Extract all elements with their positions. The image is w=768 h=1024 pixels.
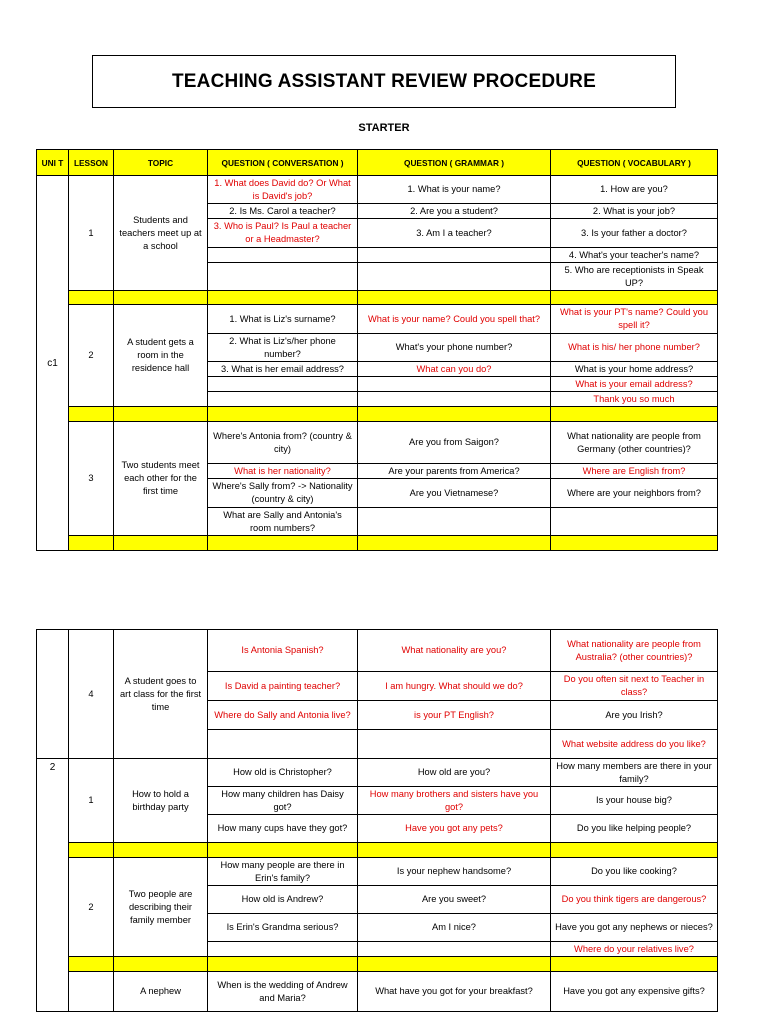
grammar-question xyxy=(358,248,551,263)
conversation-question xyxy=(208,942,358,957)
conversation-question: 3. What is her email address? xyxy=(208,362,358,377)
grammar-question: What can you do? xyxy=(358,362,551,377)
conversation-question: Is Antonia Spanish? xyxy=(208,630,358,672)
grammar-question: What's your phone number? xyxy=(358,334,551,362)
conversation-question: 1. What does David do? Or What is David's job? xyxy=(208,176,358,204)
conversation-question: When is the wedding of Andrew and Maria? xyxy=(208,972,358,1012)
header-grammar: QUESTION ( GRAMMAR ) xyxy=(358,150,551,176)
vocabulary-question: 4. What's your teacher's name? xyxy=(551,248,718,263)
conversation-question: How many people are there in Erin's family? xyxy=(208,858,358,886)
vocabulary-question: What nationality are people from Germany (other countries)? xyxy=(551,422,718,464)
separator-row xyxy=(37,291,718,305)
lesson-number: 1 xyxy=(69,759,114,843)
lesson-number: 1 xyxy=(69,176,114,291)
unit-cell: c1 xyxy=(37,176,69,551)
grammar-question: 1. What is your name? xyxy=(358,176,551,204)
grammar-question: is your PT English? xyxy=(358,701,551,730)
header-lesson: LESSON xyxy=(69,150,114,176)
vocabulary-question: What nationality are people from Australia? (other countries)? xyxy=(551,630,718,672)
conversation-question xyxy=(208,248,358,263)
conversation-question: What is her nationality? xyxy=(208,464,358,479)
grammar-question: How many brothers and sisters have you got? xyxy=(358,787,551,815)
topic-cell: Two people are describing their family member xyxy=(114,858,208,957)
table-row xyxy=(37,759,718,787)
review-table-1 xyxy=(36,149,718,551)
review-table-2 xyxy=(36,629,718,1012)
header-conversation: QUESTION ( CONVERSATION ) xyxy=(208,150,358,176)
vocabulary-question: 1. How are you? xyxy=(551,176,718,204)
title-box xyxy=(92,55,676,108)
lesson-number: 3 xyxy=(69,422,114,536)
unit-cell: 2 xyxy=(37,759,69,1012)
table-row xyxy=(37,630,718,672)
separator-row xyxy=(37,407,718,422)
page-subtitle: STARTER xyxy=(358,122,410,134)
topic-cell: How to hold a birthday party xyxy=(114,759,208,843)
grammar-question: Is your nephew handsome? xyxy=(358,858,551,886)
vocabulary-question: Are you Irish? xyxy=(551,701,718,730)
conversation-question: Where do Sally and Antonia live? xyxy=(208,701,358,730)
header-row xyxy=(37,150,718,176)
vocabulary-question: 2. What is your job? xyxy=(551,204,718,219)
conversation-question: How many cups have they got? xyxy=(208,815,358,843)
table-row xyxy=(37,422,718,464)
separator-row xyxy=(37,957,718,972)
grammar-question: How old are you? xyxy=(358,759,551,787)
grammar-question xyxy=(358,508,551,536)
vocabulary-question: Have you got any expensive gifts? xyxy=(551,972,718,1012)
vocabulary-question: Thank you so much xyxy=(551,392,718,407)
topic-cell: Two students meet each other for the first time xyxy=(114,422,208,536)
header-unit: UNI T xyxy=(37,150,69,176)
vocabulary-question: What is your PT's name? Could you spell it? xyxy=(551,305,718,334)
conversation-question xyxy=(208,730,358,759)
grammar-question: Am I nice? xyxy=(358,914,551,942)
vocabulary-question: 3. Is your father a doctor? xyxy=(551,219,718,248)
conversation-question xyxy=(208,377,358,392)
topic-cell: A nephew xyxy=(114,972,208,1012)
vocabulary-question: Where do your relatives live? xyxy=(551,942,718,957)
grammar-question: I am hungry. What should we do? xyxy=(358,672,551,701)
vocabulary-question: Do you think tigers are dangerous? xyxy=(551,886,718,914)
table-row xyxy=(37,305,718,334)
conversation-question: Where's Antonia from? (country & city) xyxy=(208,422,358,464)
lesson-number xyxy=(69,972,114,1012)
topic-cell: A student gets a room in the residence hall xyxy=(114,305,208,407)
grammar-question: 2. Are you a student? xyxy=(358,204,551,219)
grammar-question xyxy=(358,392,551,407)
conversation-question: 2. What is Liz's/her phone number? xyxy=(208,334,358,362)
header-topic: TOPIC xyxy=(114,150,208,176)
header-vocabulary: QUESTION ( VOCABULARY ) xyxy=(551,150,718,176)
grammar-question: 3. Am I a teacher? xyxy=(358,219,551,248)
vocabulary-question: Where are English from? xyxy=(551,464,718,479)
grammar-question: What nationality are you? xyxy=(358,630,551,672)
table-row xyxy=(37,858,718,886)
vocabulary-question xyxy=(551,508,718,536)
topic-cell: Students and teachers meet up at a school xyxy=(114,176,208,291)
vocabulary-question: Do you often sit next to Teacher in class? xyxy=(551,672,718,701)
lesson-number: 4 xyxy=(69,630,114,759)
vocabulary-question: Where are your neighbors from? xyxy=(551,479,718,508)
grammar-question: Are you sweet? xyxy=(358,886,551,914)
lesson-number: 2 xyxy=(69,305,114,407)
page-title: TEACHING ASSISTANT REVIEW PROCEDURE xyxy=(172,70,596,92)
conversation-question: How many children has Daisy got? xyxy=(208,787,358,815)
vocabulary-question: How many members are there in your family? xyxy=(551,759,718,787)
conversation-question: 3. Who is Paul? Is Paul a teacher or a Headmaster? xyxy=(208,219,358,248)
conversation-question: 2. Is Ms. Carol a teacher? xyxy=(208,204,358,219)
grammar-question: Are your parents from America? xyxy=(358,464,551,479)
grammar-question xyxy=(358,377,551,392)
grammar-question: Have you got any pets? xyxy=(358,815,551,843)
grammar-question: What is your name? Could you spell that? xyxy=(358,305,551,334)
conversation-question xyxy=(208,263,358,291)
conversation-question: Is David a painting teacher? xyxy=(208,672,358,701)
table-row xyxy=(37,972,718,1012)
vocabulary-question: What is his/ her phone number? xyxy=(551,334,718,362)
vocabulary-question: What is your email address? xyxy=(551,377,718,392)
table-row xyxy=(37,176,718,204)
conversation-question: 1. What is Liz's surname? xyxy=(208,305,358,334)
grammar-question xyxy=(358,730,551,759)
grammar-question xyxy=(358,942,551,957)
separator-row xyxy=(37,843,718,858)
conversation-question: How old is Christopher? xyxy=(208,759,358,787)
unit-cell-continued xyxy=(37,630,69,759)
conversation-question: Where's Sally from? -> Nationality (country & city) xyxy=(208,479,358,508)
grammar-question: Are you Vietnamese? xyxy=(358,479,551,508)
vocabulary-question: Do you like cooking? xyxy=(551,858,718,886)
conversation-question: How old is Andrew? xyxy=(208,886,358,914)
conversation-question xyxy=(208,392,358,407)
lesson-number: 2 xyxy=(69,858,114,957)
conversation-question: Is Erin's Grandma serious? xyxy=(208,914,358,942)
vocabulary-question: Have you got any nephews or nieces? xyxy=(551,914,718,942)
grammar-question: Are you from Saigon? xyxy=(358,422,551,464)
separator-row xyxy=(37,536,718,551)
vocabulary-question: Is your house big? xyxy=(551,787,718,815)
vocabulary-question: Do you like helping people? xyxy=(551,815,718,843)
grammar-question xyxy=(358,263,551,291)
vocabulary-question: 5. Who are receptionists in Speak UP? xyxy=(551,263,718,291)
topic-cell: A student goes to art class for the first time xyxy=(114,630,208,759)
grammar-question: What have you got for your breakfast? xyxy=(358,972,551,1012)
vocabulary-question: What is your home address? xyxy=(551,362,718,377)
conversation-question: What are Sally and Antonia's room numbers? xyxy=(208,508,358,536)
vocabulary-question: What website address do you like? xyxy=(551,730,718,759)
